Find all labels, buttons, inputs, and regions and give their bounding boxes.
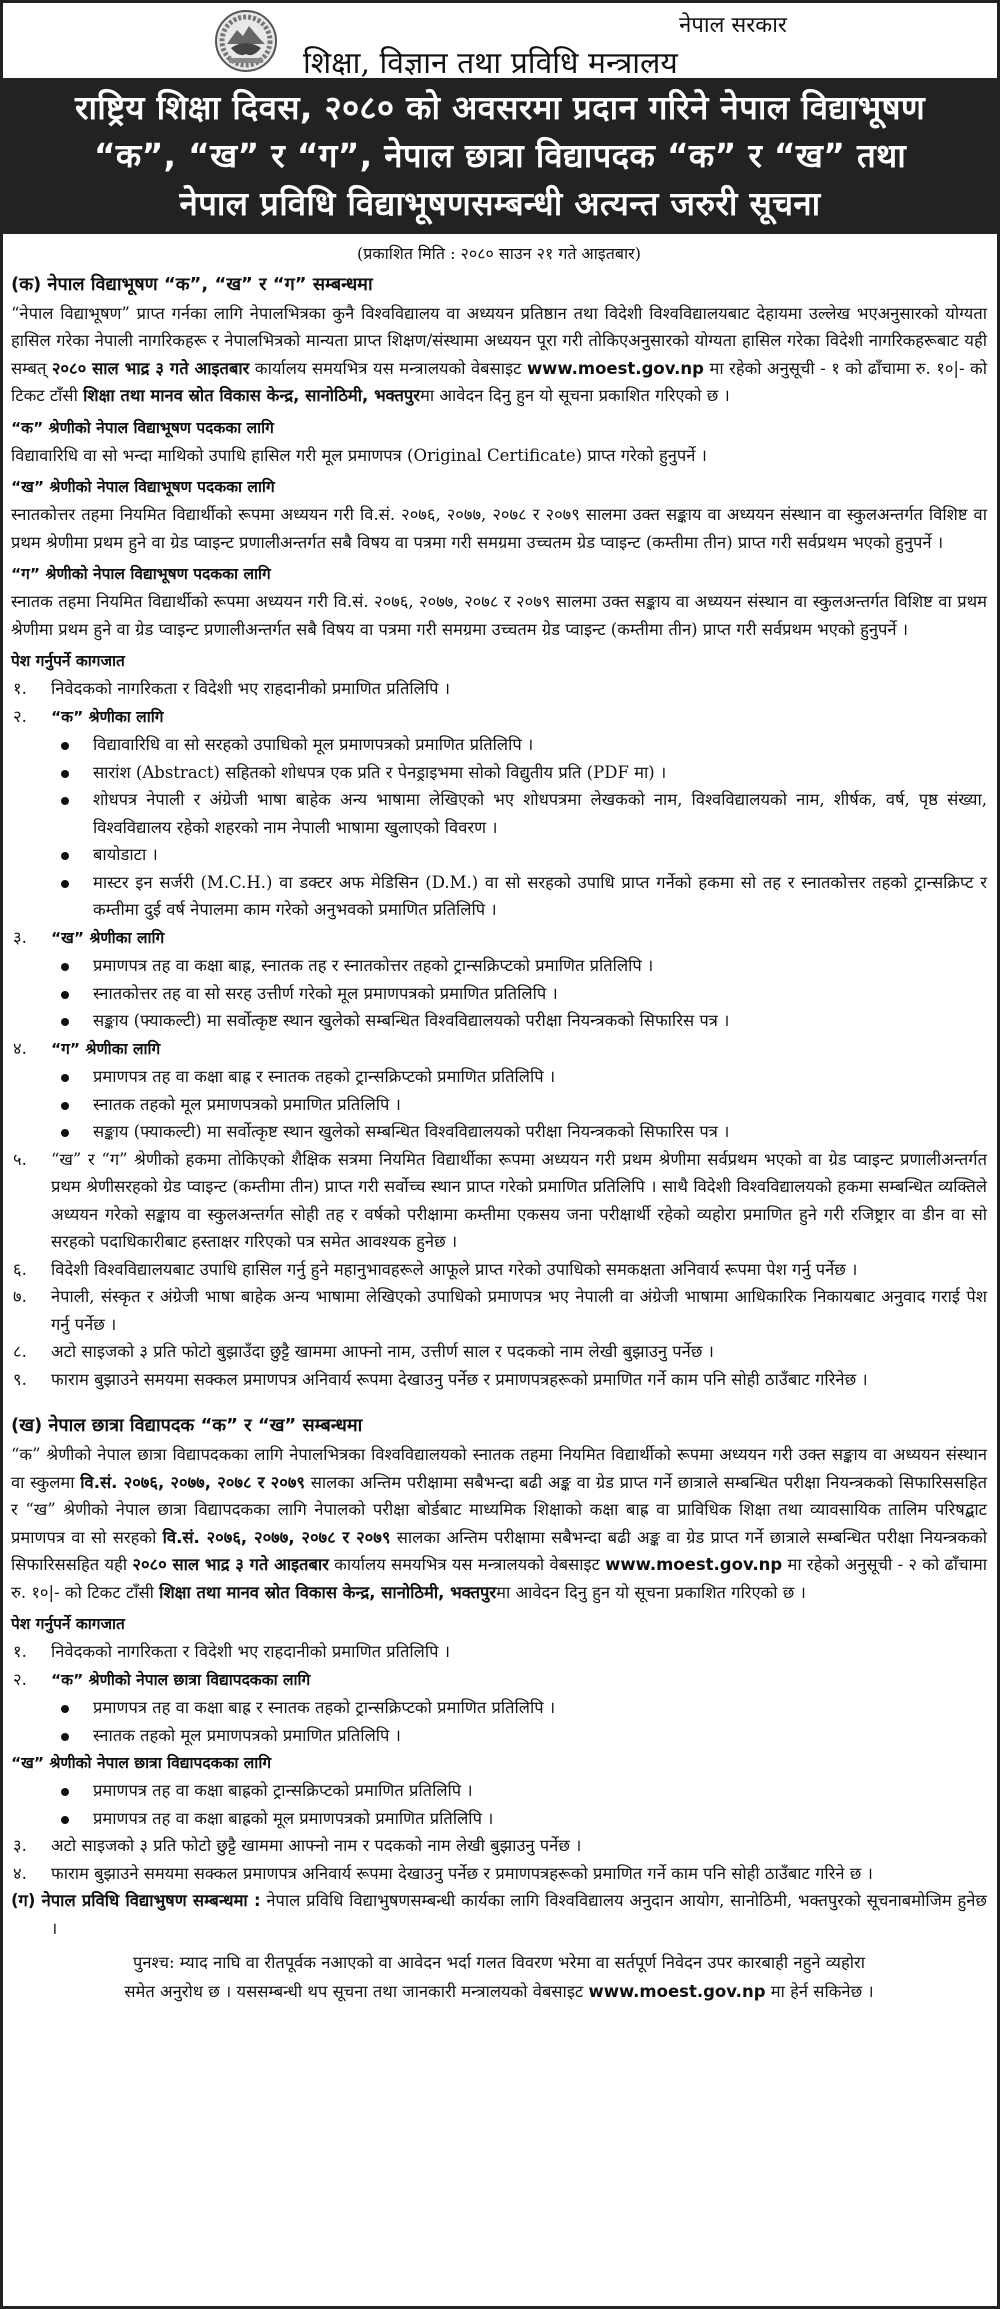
bullet-item: मास्टर इन सर्जरी (M.C.H.) वा डक्टर अफ मेडिसिन (D.M.) वा सो सरहको उपाधि प्राप्त गर्नेको हकमा सो तह र स्नातकोत्तर तहको ट्रान्सक्रिप्ट र कम्तीमा दुई वर्ष नेपालमा काम गरेको अनुभवको प्रमाणित प्रतिलिपि ।: [11, 869, 987, 924]
list-item: [11, 1832, 987, 1860]
section-kha-intro: [11, 1441, 987, 1606]
item-text: निवेदकको नागरिकता र विदेशी भए राहदानीको प्रमाणित प्रतिलिपि ।: [51, 679, 450, 698]
list-item: [11, 675, 987, 703]
item-text: नेपाली, संस्कृत र अंग्रेजी भाषा बाहेक अन्य भाषामा लेखिएको उपाधिको प्रमाणपत्र भए नेपाली वा अंग्रेजी भाषामा आधिकारिक निकायबाट अनुवाद गराई पेश गर्नु पर्नेछ ।: [51, 1287, 987, 1334]
section-ka-intro: [11, 300, 987, 410]
section-ka-heading: (क) नेपाल विद्याभूषण “क”, “ख” र “ग” सम्बन्धमा: [11, 273, 373, 295]
website-link[interactable]: www.moest.gov.np: [588, 1982, 766, 2001]
bullet-item: सङ्काय (फ्याकल्टी) मा सर्वोत्कृष्ट स्थान खुलेको सम्बन्धित विश्वविद्यालयको परीक्षा नियन्त्रकको सिफारिस पत्र ।: [11, 1118, 987, 1146]
section-kha-heading: (ख) नेपाल छात्रा विद्यापदक “क” र “ख” सम्बन्धमा: [11, 1415, 363, 1436]
list-item: [11, 1256, 987, 1284]
bullet-item: स्नातकोत्तर तह वा सो सरह उत्तीर्ण गरेको मूल प्रमाणपत्रको प्रमाणित प्रतिलिपि ।: [11, 980, 987, 1008]
section-ga-heading: (ग) नेपाल प्रविधि विद्याभुषण सम्बन्धमा :: [11, 1891, 261, 1910]
item-label: “ख” श्रेणीका लागि: [51, 928, 165, 947]
list-item: [11, 1283, 987, 1338]
item-number: ४.: [13, 1038, 27, 1058]
item-number: ८.: [13, 1342, 27, 1361]
postscript: [11, 1948, 987, 2006]
intro-text: “क” श्रेणीको नेपाल छात्रा विद्यापदकका लागि नेपालभित्रका विश्वविद्यालयको स्नातक तहमा नियमित विद्यार्थीको रूपमा अध्ययन गरी उक्त सङ्काय वा अध्ययन संस्थान वा स्कुलमा: [11, 1445, 987, 1492]
list-item: [11, 1146, 987, 1256]
list-item: [11, 1338, 987, 1366]
masthead: [3, 3, 997, 80]
category-ka-text: विद्यावारिधि वा सो भन्दा माथिको उपाधि हासिल गरी मूल प्रमाणपत्र (Original Certificate) प्राप्त गरेको हुनुपर्ने ।: [11, 445, 707, 465]
intro-text: कार्यालय समयभित्र यस मन्त्रालयको वेबसाइट: [249, 358, 527, 378]
office-name: शिक्षा तथा मानव स्रोत विकास केन्द्र, सानोठिमी, भक्तपुर: [83, 386, 421, 405]
item-number: ३.: [13, 1836, 27, 1855]
list-item: [11, 1366, 987, 1394]
bullet-item: प्रमाणपत्र तह वा कक्षा बाह्रको ट्रान्सक्रिप्टको प्रमाणित प्रतिलिपि ।: [11, 1777, 987, 1805]
postscript-text: मा हेर्न सकिनेछ ।: [765, 1982, 874, 2001]
bullet-item: प्रमाणपत्र तह वा कक्षा बाह्र, स्नातक तह र स्नातकोत्तर तहको ट्रान्सक्रिप्टको प्रमाणित प्रतिलिपि ।: [11, 952, 987, 980]
category-ga-heading: “ग” श्रेणीको नेपाल विद्याभूषण पदकका लागि: [11, 565, 271, 583]
section-spacer: [11, 1393, 987, 1411]
documents-list: [11, 1146, 987, 1394]
documents-list: [11, 1832, 987, 1887]
section-ga-text: नेपाल प्रविधि विद्याभुषणसम्बन्धी कार्यका लागि विश्वविद्यालय अनुदान आयोग, सानोठिमी, भक्तपुरको सूचनाबमोजिम हुनेछ ।: [51, 1891, 987, 1938]
section-ga: [11, 1887, 987, 1942]
postscript-line-1: पुनश्च: म्याद नाघि वा रीतपूर्वक नआएको वा आवेदन भर्दा गलत विवरण भरेमा वा सर्तपूर्ण निवेदन उपर कारबाही नहुने व्यहोरा: [132, 1953, 866, 1972]
intro-text: सालका अन्तिम परीक्षामा सबैभन्दा बढी अङ्क वा ग्रेड प्राप्त गर्ने छात्राले सम्बन्धित परीक्षा नियन्त्रकको सिफारिससहित यही: [11, 1527, 987, 1574]
item-text: फाराम बुझाउने समयमा सक्कल प्रमाणपत्र अनिवार्य रूपमा देखाउनु पर्नेछ र प्रमाणपत्रहरूको प्रमाणित गर्ने काम पनि सोही ठाउँबाट गरिने छ ।: [51, 1863, 873, 1883]
government-label: नेपाल सरकार: [679, 13, 787, 38]
bullet-item: प्रमाणपत्र तह वा कक्षा बाह्र र स्नातक तहको ट्रान्सक्रिप्टको प्रमाणित प्रतिलिपि ।: [11, 1063, 987, 1091]
bullet-item: सारांश (Abstract) सहितको शोधपत्र एक प्रति र पेनड्राइभमा सोको विद्युतीय प्रति (PDF मा) ।: [11, 759, 987, 787]
notice-content: [3, 234, 997, 2016]
eligible-years: वि.सं. २०७६, २०७७, २०७८ र २०७९: [162, 1527, 391, 1547]
bullet-item: स्नातक तहको मूल प्रमाणपत्रको प्रमाणित प्रतिलिपि ।: [11, 1091, 987, 1119]
notice-title: [3, 80, 997, 234]
bullet-list: [11, 1777, 987, 1832]
postscript-text: समेत अनुरोध छ । यससम्बन्धी थप सूचना तथा जानकारी मन्त्रालयको वेबसाइट: [124, 1982, 589, 2001]
bullet-list: [11, 952, 987, 1035]
item-number: १.: [13, 679, 27, 698]
item-number: ७.: [13, 1287, 27, 1306]
ministry-name: शिक्षा, विज्ञान तथा प्रविधि मन्त्रालय: [303, 46, 678, 81]
kha-category-heading: “ख” श्रेणीको नेपाल छात्रा विद्यापदकका लागि: [11, 1754, 272, 1772]
documents-heading: पेश गर्नुपर्ने कागजात: [11, 1615, 125, 1633]
bullet-item: बायोडाटा ।: [11, 841, 987, 869]
bullet-list: [11, 1063, 987, 1146]
list-item: [11, 1860, 987, 1888]
bullet-list: [11, 731, 987, 924]
deadline: २०८० साल भाद्र ३ गते आइतबार: [132, 1555, 329, 1574]
published-date: (प्रकाशित मिति : २०८० साउन २१ गते आइतबार): [357, 244, 641, 263]
list-item: [11, 1666, 987, 1695]
documents-list: [11, 924, 987, 953]
documents-list: [11, 1035, 987, 1064]
item-label: “क” श्रेणीको नेपाल छात्रा विद्यापदकका लागि: [51, 1670, 311, 1689]
list-item: [11, 703, 987, 732]
item-text: “ख” र “ग” श्रेणीको हकमा तोकिएको शैक्षिक सत्रमा नियमित विद्यार्थीका रूपमा अध्ययन गरी प्रथम श्रेणीमा सर्वप्रथम भएको वा ग्रेड प्वाइन्ट प्रणालीअन्तर्गत प्रथम श्रेणीसरहको ग्रेड प्वाइन्ट (कम्तीमा तीन) प्राप्त गरी सर्वोच्च स्थान प्राप्त गरेको प्रमाणित प्रतिलिपि । साथै विदेशी विश्वविद्यालयको हकमा सम्बन्धित व्यक्तिले अध्ययन गरेको सङ्काय वा स्कुलअन्तर्गत सोही तह र वर्षको परीक्षामा कम्तीमा एकसय जना परीक्षार्थी रहेको व्यहोरा प्रमाणित हुने गरी रजिष्ट्रार वा डीन वा सो सरहको पदाधिकारीबाट हस्ताक्षर गरिएको पत्र समेत आवश्यक हुनेछ ।: [51, 1149, 987, 1251]
item-number: २.: [13, 706, 27, 726]
government-name-block: [303, 9, 997, 82]
item-number: २.: [13, 1669, 27, 1689]
item-label: “क” श्रेणीका लागि: [51, 707, 164, 726]
title-line-2: “क”, “ख” र “ग”, नेपाल छात्रा विद्यापदक “क” र “ख” तथा: [93, 136, 907, 175]
documents-list: [11, 1638, 987, 1694]
bullet-item: सङ्काय (फ्याकल्टी) मा सर्वोत्कृष्ट स्थान खुलेको सम्बन्धित विश्वविद्यालयको परीक्षा नियन्त्रकको सिफारिस पत्र ।: [11, 1007, 987, 1035]
intro-text: मा रहेको अनुसूची - २ को ढाँचामा रु. १०|- को टिकट टाँसी: [11, 1555, 987, 1602]
intro-text: मा आवेदन दिनु हुन यो सूचना प्रकाशित गरिएको छ ।: [420, 386, 730, 405]
bullet-item: स्नातक तहको मूल प्रमाणपत्रको प्रमाणित प्रतिलिपि ।: [11, 1722, 987, 1750]
item-number: ६.: [13, 1259, 27, 1279]
item-number: ९.: [13, 1369, 27, 1389]
category-ga-text: स्नातक तहमा नियमित विद्यार्थीको रूपमा अध्ययन गरी वि.सं. २०७६, २०७७, २०७८ र २०७९ सालमा उक्त सङ्काय वा अध्ययन संस्थान वा स्कुलअन्तर्गत विशिष्ट वा प्रथम श्रेणीमा प्रथम हुने वा ग्रेड प्वाइन्ट प्रणालीअन्तर्गत सबै विषय वा पत्रमा गरी समग्रमा उच्चतम ग्रेड प्वाइन्ट (कम्तीमा तीन) प्राप्त गरी सर्वप्रथम भएको हुनुपर्ने ।: [11, 592, 987, 639]
intro-text: मा रहेको अनुसूची - १ को ढाँचामा रु. १०|- को टिकट टाँसी: [11, 358, 987, 405]
item-number: १.: [13, 1642, 27, 1661]
item-text: अटो साइजको ३ प्रति फोटो बुझाउँदा छुट्टै खाममा आफ्नो नाम, उत्तीर्ण साल र पदकको नाम लेखी बुझाउनु पर्नेछ ।: [51, 1342, 714, 1361]
item-text: अटो साइजको ३ प्रति फोटो छुट्टै खाममा आफ्नो नाम र पदकको नाम लेखी बुझाउनु पर्नेछ ।: [51, 1836, 582, 1855]
title-line-1: राष्ट्रिय शिक्षा दिवस, २०८० को अवसरमा प्रदान गरिने नेपाल विद्याभूषण: [74, 88, 926, 127]
bullet-list: [11, 1694, 987, 1749]
list-item: [11, 1035, 987, 1064]
bullet-item: शोधपत्र नेपाली र अंग्रेजी भाषा बाहेक अन्य भाषामा लेखिएको भए शोधपत्रमा लेखकको नाम, विश्वविद्यालयको नाम, शीर्षक, वर्ष, पृष्ठ संख्या, विश्वविद्यालय रहेको शहरको नाम नेपाली भाषामा खुलाएको विवरण ।: [11, 786, 987, 841]
intro-text: मा आवेदन दिनु हुन यो सूचना प्रकाशित गरिएको छ ।: [496, 1582, 806, 1602]
bullet-item: प्रमाणपत्र तह वा कक्षा बाह्र र स्नातक तहको ट्रान्सक्रिप्टको प्रमाणित प्रतिलिपि ।: [11, 1694, 987, 1722]
postscript-line-2: [11, 1977, 987, 2006]
documents-list: [11, 675, 987, 731]
documents-heading: पेश गर्नुपर्ने कागजात: [11, 652, 125, 670]
category-ka-heading: “क” श्रेणीको नेपाल विद्याभूषण पदकका लागि: [11, 418, 274, 437]
category-kha-text: स्नातकोत्तर तहमा नियमित विद्यार्थीको रूपमा अध्ययन गरी वि.सं. २०७६, २०७७, २०७८ र २०७९ सालमा उक्त सङ्काय वा अध्ययन संस्थान वा स्कुलअन्तर्गत विशिष्ट वा प्रथम श्रेणीमा प्रथम हुने वा ग्रेड प्वाइन्ट प्रणालीअन्तर्गत सबै विषय वा पत्रमा गरी समग्रमा उच्चतम ग्रेड प्वाइन्ट (कम्तीमा तीन) प्राप्त गरी सर्वप्रथम भएको हुनुपर्ने ।: [11, 505, 987, 552]
website-link[interactable]: www.moest.gov.np: [526, 358, 704, 378]
website-link[interactable]: www.moest.gov.np: [605, 1555, 783, 1574]
bullet-item: प्रमाणपत्र तह वा कक्षा बाह्रको मूल प्रमाणपत्रको प्रमाणित प्रतिलिपि ।: [11, 1805, 987, 1833]
office-name: शिक्षा तथा मानव स्रोत विकास केन्द्र, सानोठिमी, भक्तपुर: [159, 1582, 497, 1602]
deadline: २०८० साल भाद्र ३ गते आइतबार: [51, 358, 250, 378]
list-item: [11, 1638, 987, 1666]
nepal-emblem-icon: [213, 8, 279, 74]
bullet-item: विद्यावारिधि वा सो सरहको उपाधिको मूल प्रमाणपत्रको प्रमाणित प्रतिलिपि ।: [11, 731, 987, 759]
eligible-years: वि.सं. २०७६, २०७७, २०७८ र २०७९: [80, 1472, 305, 1492]
category-kha-heading: “ख” श्रेणीको नेपाल विद्याभूषण पदकका लागि: [11, 478, 275, 496]
item-number: ३.: [13, 927, 27, 947]
intro-text: सालका अन्तिम परीक्षामा सबैभन्दा बढी अङ्क वा ग्रेड प्राप्त गर्ने छात्राले सम्बन्धित परीक्षा नियन्त्रकको सिफारिससहित र “ख” श्रेणीको नेपाल छात्रा विद्यापदकका लागि नेपालको परीक्षा बोर्डबाट माध्यमिक शिक्षाको कक्षा बाह्र वा प्राविधिक शिक्षा तथा व्यावसायिक तालिम परिषद्बाट प्रमाणपत्र वा सो सरहको: [11, 1472, 987, 1547]
intro-text: कार्यालय समयभित्र यस मन्त्रालयको वेबसाइट: [328, 1555, 606, 1574]
item-number: ४.: [13, 1863, 27, 1883]
item-text: फाराम बुझाउने समयमा सक्कल प्रमाणपत्र अनिवार्य रूपमा देखाउनु पर्नेछ र प्रमाणपत्रहरूको प्रमाणित गर्ने काम पनि सोही ठाउँबाट गरिनेछ ।: [51, 1369, 868, 1389]
item-number: ५.: [13, 1149, 27, 1169]
title-line-3: नेपाल प्रविधि विद्याभूषणसम्बन्धी अत्यन्त जरुरी सूचना: [179, 184, 821, 223]
list-item: [11, 924, 987, 953]
item-label: “ग” श्रेणीका लागि: [51, 1039, 161, 1058]
item-text: निवेदकको नागरिकता र विदेशी भए राहदानीको प्रमाणित प्रतिलिपि ।: [51, 1642, 450, 1661]
intro-text: “नेपाल विद्याभूषण” प्राप्त गर्नका लागि नेपालभित्रका कुनै विश्वविद्यालय वा अध्ययन प्रतिष्ठान तथा विदेशी विश्वविद्यालयबाट देहायमा उल्लेख भएअनुसारको योग्यता हासिल गरेका नेपाली नागरिकहरू र नेपालभित्रको मान्यता प्राप्त शिक्षण/संस्थामा अध्ययन पूरा गरी तोकिएअनुसारको योग्यता हासिल गरेका विदेशी नागरिकहरूबाट यही सम्बत्: [11, 303, 987, 378]
item-text: विदेशी विश्वविद्यालयबाट उपाधि हासिल गर्नु हुने महानुभावहरूले आफूले प्राप्त गरेको उपाधिको समकक्षता अनिवार्य रूपमा पेश गर्नु पर्नेछ ।: [51, 1259, 858, 1279]
